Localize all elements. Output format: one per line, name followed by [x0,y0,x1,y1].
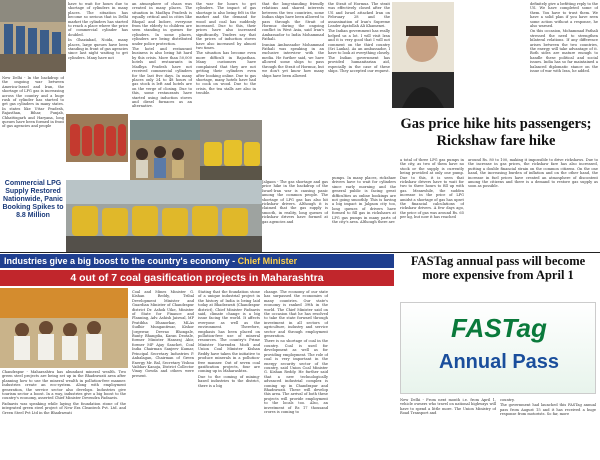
col-paragraph: the war for hours to get cylinders. The impact of gas shortage is also being felt in the market and the demand for wood and coal has suddenly increased. Due to this, their prices have also increased significantly. Traders say that the prices of induction stoves have also increased by almost two times. [196,2,256,51]
col-paragraph: a total of three LPG gas pumps in the city, as two of them have no stock or the supply is currently being provided at only one pump. Due to this, it is seen that rickshaw drivers have to wait for two to three hours to fill up with gas. Meanwhile, the sudden increase in the price of LPG amidst a shortage of gas has upset the financial calculations of rickshaw drivers. A few days ago, the price of gas was around Rs. 65 per kg, but now it has reached [400,158,464,220]
col-paragraph: In Ghaziabad, Noida, many places, large queues have been standing in front of gas agencies since last night waiting to get cylinders. Many have not [68,38,128,60]
col-paragraph: Chandrapur - Maharashtra has abundant mineral wealth. Two green steel projects are being set up in the Bhadrawati area after planning how to use the mineral wealth in pollution-free manner. Industries create an eco-system. Along with employment generation, the service sector also develops. Industries give tourism sector a boost. In a way, industries give a big boost to the country's economy, asserted Chief Minister Devendra Fadnavis. [2,370,126,401]
banner-highlight: Chief Minister [237,256,298,266]
col-paragraph: On this occasion, Mohammad Fathali stressed the need to strengthen bilateral relations. If any difference arises between the two countries, the energy will take advantage of it. Both sides are mature enough to handle these political and social issues. India has so far maintained a balanced diplomatic stance on the issue of war with Iran, he added. [530,29,598,74]
banner-text: Industries give a big boost to the country's economy - Chief Minister [4,256,298,266]
fastag-logo: FASTag [451,313,547,343]
col-paragraph: The government had launched this FASTag annual pass from August 15 and it has received a huge response from motorists. So far, more [500,403,596,417]
photo-gas-cylinders [66,114,128,162]
col-paragraph: that the long-standing friendly relations and shared interests between the two countries, some Indian ships have been allowed to pass through the Strait of Hormuz during the ongoing conflict in West Asia, said Iran's Ambassador to India Mohammad Fathali. [262,2,324,42]
col-paragraph: The Indian government has really helped us a lot. I will visit Iran and it is very good that I will not comment on the third country (Sri Lanka). As an ambassador, I have to look at everything closely. The Indian government has provided humanitarian aid, especially in the case of these ships. They accepted our request. [328,29,390,74]
section-divider [0,252,600,253]
caption-commercial-lpg: Commercial LPG Supply Restored Nationwide, Panic Booking Spikes to 8.8 Million [2,180,64,220]
photo-rickshaw-wide [66,180,262,252]
col-paragraph: The situation has become even more difficult in Rajasthan. Many customers have complained that they are not getting their cylinders even after booking online. Due to gas shortage, many hotels have had to cook on wood. Due to the crisis, the tea stalls are also in trouble. [196,51,256,96]
col-paragraph: New Delhi - From next month i.e. from April 1, vehicle owners who travel on national highways will have to spend a little more. The Union Ministry of Road Transport and [400,398,496,416]
mid-article-col-3 [400,158,464,250]
mid-article-col-1 [262,180,328,250]
bottom-right-col-2 [500,398,596,458]
top-article-col-4 [196,2,256,120]
top-article-col-7 [530,2,598,114]
photo-ambassador [392,2,454,108]
photo-lpg-queue [0,0,66,72]
col-paragraph: Due to the coming of mining-based industries to the district, there is a big [198,374,260,388]
headline-coal-text: 4 out of 7 coal gasification projects in Maharashtra [70,272,324,284]
banner-chief-minister [0,254,394,268]
col-paragraph: around Rs. 80 to 100, making it impossible to drive rickshaws. Due to the increase in gas prices, the rickshaw fare has also increased, putting a double financial strain on the common citizens. On the one hand, the increasing burden of inflation and on the other hand, the increase in fuel prices have created an atmosphere of discontent among the citizens and there is a demand to restore gas supply as soon as possible. [468,158,598,189]
headline-coal-gasification [0,270,394,286]
col-paragraph: Iranian Ambassador Mohammad Fathali was speaking in an exclusive interview with the media. He further said, we have allowed some ships to pass through the Strait of Hormuz, but we don't yet know how many ships have been allowed [262,42,324,78]
bottom-article-col-4 [264,290,328,458]
col-paragraph: pumps. In many places, rickshaw drivers have to wait for cylinders since early morning and the general public is facing great difficulties as online bookings are not going smoothly. This is having a big impact in Jalgaon city too, long queues of drivers have formed to fill gas in rickshaws at LPG gas pumps in many parts of the city's area. Although there are [332,176,396,225]
fastag-annual-pass-label: Annual Pass [439,351,560,373]
top-article-col-5 [262,2,324,120]
col-paragraph: an atmosphere of chaos was created in many places. The situation in Madhya Pradesh is equally critical and in cities like Bhopal and Indore, everyone from the elderly to children are seen standing in queues for cylinders. In some places, cylinders are being distributed under police protection. [132,2,192,46]
col-paragraph: Fadnavis was speaking while laying the foundation stone of the integrated green steel project of New Era Cleantech Pvt. Ltd. and Green Steel Pvt Ltd in the Bhadrawati [2,401,126,415]
bottom-article-col-2 [132,290,194,458]
col-paragraph: New Delhi - In the backdrop of the ongoing war between America-Israel and Iran, the shortage of LPG gas is increasing across the country and a huge rush of cylinder has started to get gas cylinders in many states. In states like Uttar Pradesh, Rajasthan, Bihar, Punjab, Chhattisgarh and Haryana, long queues have been formed in front of gas agencies and people [2,76,64,129]
top-article-col-3 [132,2,192,120]
bottom-article-col-1 [2,370,126,458]
headline-gas-price: Gas price hike hits passengers; Rickshaw fare hike [400,116,592,149]
mid-article-col-2 [332,176,396,250]
col-paragraph: the Strait of Hormuz. The strait was effectively closed after the US and Israel attacked Iran on February 28 and the assassination of Iran's Supreme Leader Ayatollah Ali Khamenei. [328,2,390,29]
photo-gas-queue-2 [130,120,200,180]
col-paragraph: Stating that the foundation stone of a unique industrial project in the history of India is being laid today at Bhadrawati (Chandrapur district), Chief Minister Fadnavis said, climate change is a big issue facing the world. It affects everyone as well as the environment. Therefore, emphasis has been placed on pollution-free use of mineral resources. The country's Prime Minister Narendra Modi and Union Coal Minister Kishan Reddy have taken the initiative to produce minerals in a pollution-free manner. Out of seven coal gasification projects, four are coming up in Maharashtra. [198,290,260,374]
bottom-article-col-3 [198,290,260,458]
col-paragraph: There is no shortage of coal in the country. Coal is used for development as well as for providing employment. The role of coal is very important in the energy security sector of the country, said Union Coal Minister G. Kishan Reddy. He further said that a new technologically advanced industrial complex is coming up in Chandrapur and Bhadrawati. These will develop this area. The arrival of both these projects will provide employment to the locals too. Also, an investment of Rs 17 thousand crores is coming to [264,339,328,414]
mid-article-col-4 [468,158,598,250]
col-paragraph: definitely give a befitting reply to the US. We have completed some of them. You have to trust them. We have a solid plan if you have seen some action without a response, he also warned. [530,2,598,29]
col-paragraph: change. The economy of our state has surpassed the economies of many countries. Our state's economy is ranked 39th in the world. The Chief Minister said on the occasion that he has resolved to take the state forward through investment in all sectors of agriculture, industry and service sector and through employment generation. [264,290,328,339]
col-paragraph: Coal and Mines Minister G. Kishan Reddy, Tribal Development Minister and Guardian Minister of Chandrapur district Dr. Ashok Uike, Minister of State for Finance and Planning, Adv. Ashish Jaiswal, MP Pratibha Dhanorkar, MLAs Sudhir Mungantiwar, Kishor Jorgewar, Devrao Bhongale, Bunty Bhangdia, Karan Deotale, former Minister Hansraj Ahir, former MP Ajay Sanchet, Coal India Chairman Sanjeev Kumar, Principal Secretary Industries P. Anbalagan, Chairman of Green Energy Mr. Bal, Secretary Vishnu Vaibhav Kanoja, District Collector Vinay Gowda and others were present. [132,290,194,378]
headline-fastag: FASTag annual pass will become more expensive from April 1 [410,254,586,283]
col-paragraph: country. [500,398,515,402]
top-article-col-6 [328,2,390,114]
fastag-graphic [400,302,596,394]
col-paragraph: The hotel and restaurant business is also being hit hard by this crisis. More than 50,000 hotels and restaurants in Madhya Pradesh have not received commercial cylinders for the last five days. In many places only 24 to 48 hours of gas stock is left and hotels are on the verge of closing. Due to this, some restaurants have started using induction stoves and diesel furnaces as an alternative. [132,47,192,109]
col-paragraph: Jalgaon - The gas shortage and gas price hike in the backdrop of the Israel-Iran war is causing panic among the common people. The shortage of LPG gas has also hit rickshaw drivers. Although it is claimed that the gas supply is smooth, in reality, long queues of rickshaw drivers have formed at gas agencies and [262,180,328,224]
bottom-right-col-1 [400,398,496,458]
top-article-col-2 [68,2,128,112]
col-paragraph: have to wait for hours due to shortage of cylinders in many places. The situation has become so serious that in Delhi market the cylinders has started to reach a place where the price of commercial cylinder has doubled. [68,2,128,37]
photo-foundation-ceremony [0,288,128,368]
photo-rickshaw-queue [200,120,262,180]
